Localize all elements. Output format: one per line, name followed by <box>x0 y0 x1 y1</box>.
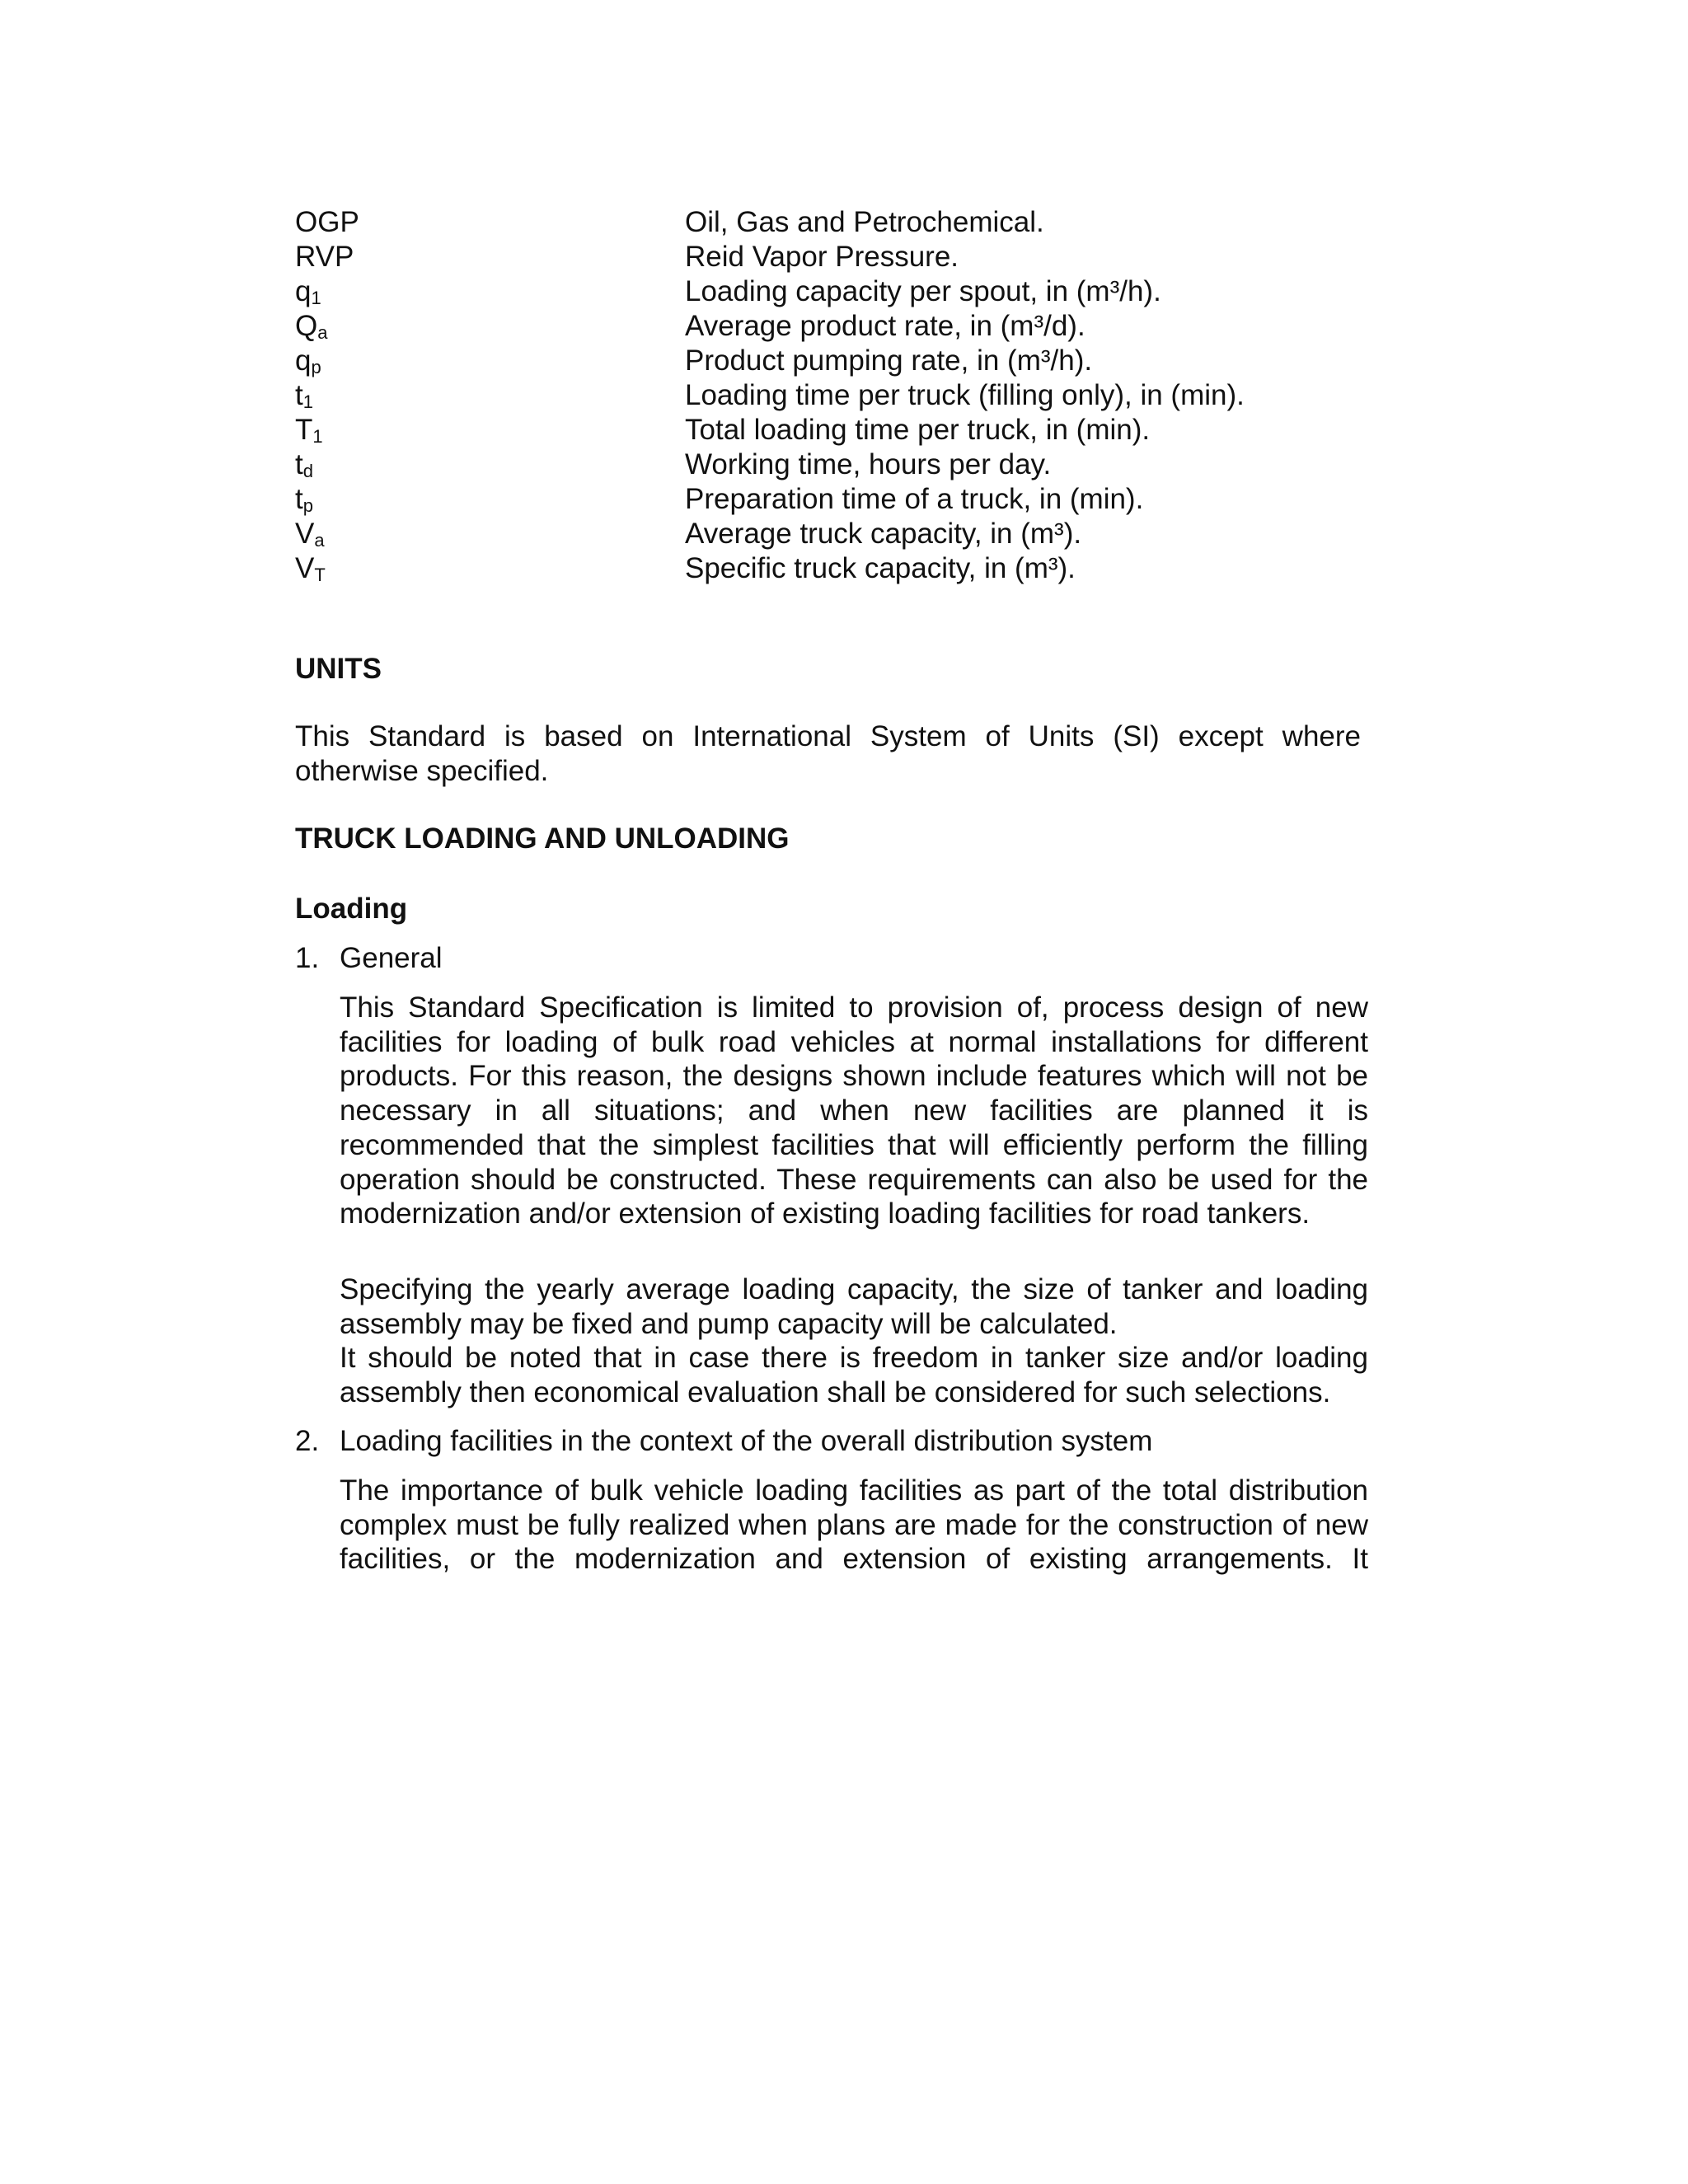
units-paragraph: This Standard is based on International System of Units (SI) except where otherwise specified. <box>295 720 1361 787</box>
list-item-title: General <box>340 942 443 974</box>
abbreviation-definition: Reid Vapor Pressure. <box>685 241 959 273</box>
list-item-number: 2. <box>295 1425 320 1457</box>
abbreviation-definition: Average truck capacity, in (m³). <box>685 518 1082 550</box>
abbreviation-definition: Loading capacity per spout, in (m³/h). <box>685 275 1161 307</box>
abbreviation-term: $V_a$ <box>295 518 325 551</box>
abbreviation-term: $q_1$ <box>295 275 321 308</box>
list-item-number: 1. <box>295 942 320 974</box>
abbreviation-definition: Average product rate, in (m³/d). <box>685 310 1085 342</box>
abbreviation-term: $Q_a$ <box>295 310 328 343</box>
abbreviation-term: RVP <box>295 241 354 273</box>
abbreviation-definition: Total loading time per truck, in (min). <box>685 414 1151 446</box>
abbreviation-term: $T_1$ <box>295 414 323 447</box>
abbreviation-definition: Specific truck capacity, in (m³). <box>685 552 1076 584</box>
abbreviation-definition: Preparation time of a truck, in (min). <box>685 483 1144 515</box>
abbreviation-term: $t_1$ <box>295 379 313 412</box>
abbreviation-definition: Product pumping rate, in (m³/h). <box>685 344 1093 377</box>
list-item-title: Loading facilities in the context of the overall distribution system <box>340 1425 1153 1457</box>
body-paragraph: The importance of bulk vehicle loading facilities as part of the total distribution complex must be fully realized when plans are made for the construction of new facilities, or the modernization and extension of existing arrangements. It <box>340 1474 1368 1576</box>
abbreviation-definition: Loading time per truck (filling only), in (min). <box>685 379 1245 411</box>
section-heading: TRUCK LOADING AND UNLOADING <box>295 823 790 855</box>
abbreviation-definition: Working time, hours per day. <box>685 448 1052 480</box>
abbreviation-term: $t_d$ <box>295 448 313 481</box>
abbreviation-term: $t_p$ <box>295 483 313 516</box>
body-paragraph: Specifying the yearly average loading capacity, the size of tanker and loading assembly may be fixed and pump capacity will be calculated. <box>340 1273 1368 1340</box>
abbreviation-definition: Oil, Gas and Petrochemical. <box>685 206 1044 238</box>
abbreviation-term: $V_T$ <box>295 552 326 585</box>
abbreviation-term: OGP <box>295 206 359 238</box>
units-heading: UNITS <box>295 653 382 685</box>
body-paragraph: This Standard Specification is limited to provision of, process design of new facilities for loading of bulk road vehicles at normal installations for different products. For this reason, the designs shown include features which will not be necessary in all situations; and when new facilities are planned it is recommended that the simplest facilities that will efficiently perform the filling operation should be constructed. These requirements can also be used for the modernization and/or extension of existing loading facilities for road tankers. <box>340 991 1368 1230</box>
abbreviation-term: $q_p$ <box>295 344 321 377</box>
body-paragraph: It should be noted that in case there is freedom in tanker size and/or loading assembly then economical evaluation shall be considered for such selections. <box>340 1342 1368 1408</box>
subsection-heading: Loading <box>295 893 408 925</box>
